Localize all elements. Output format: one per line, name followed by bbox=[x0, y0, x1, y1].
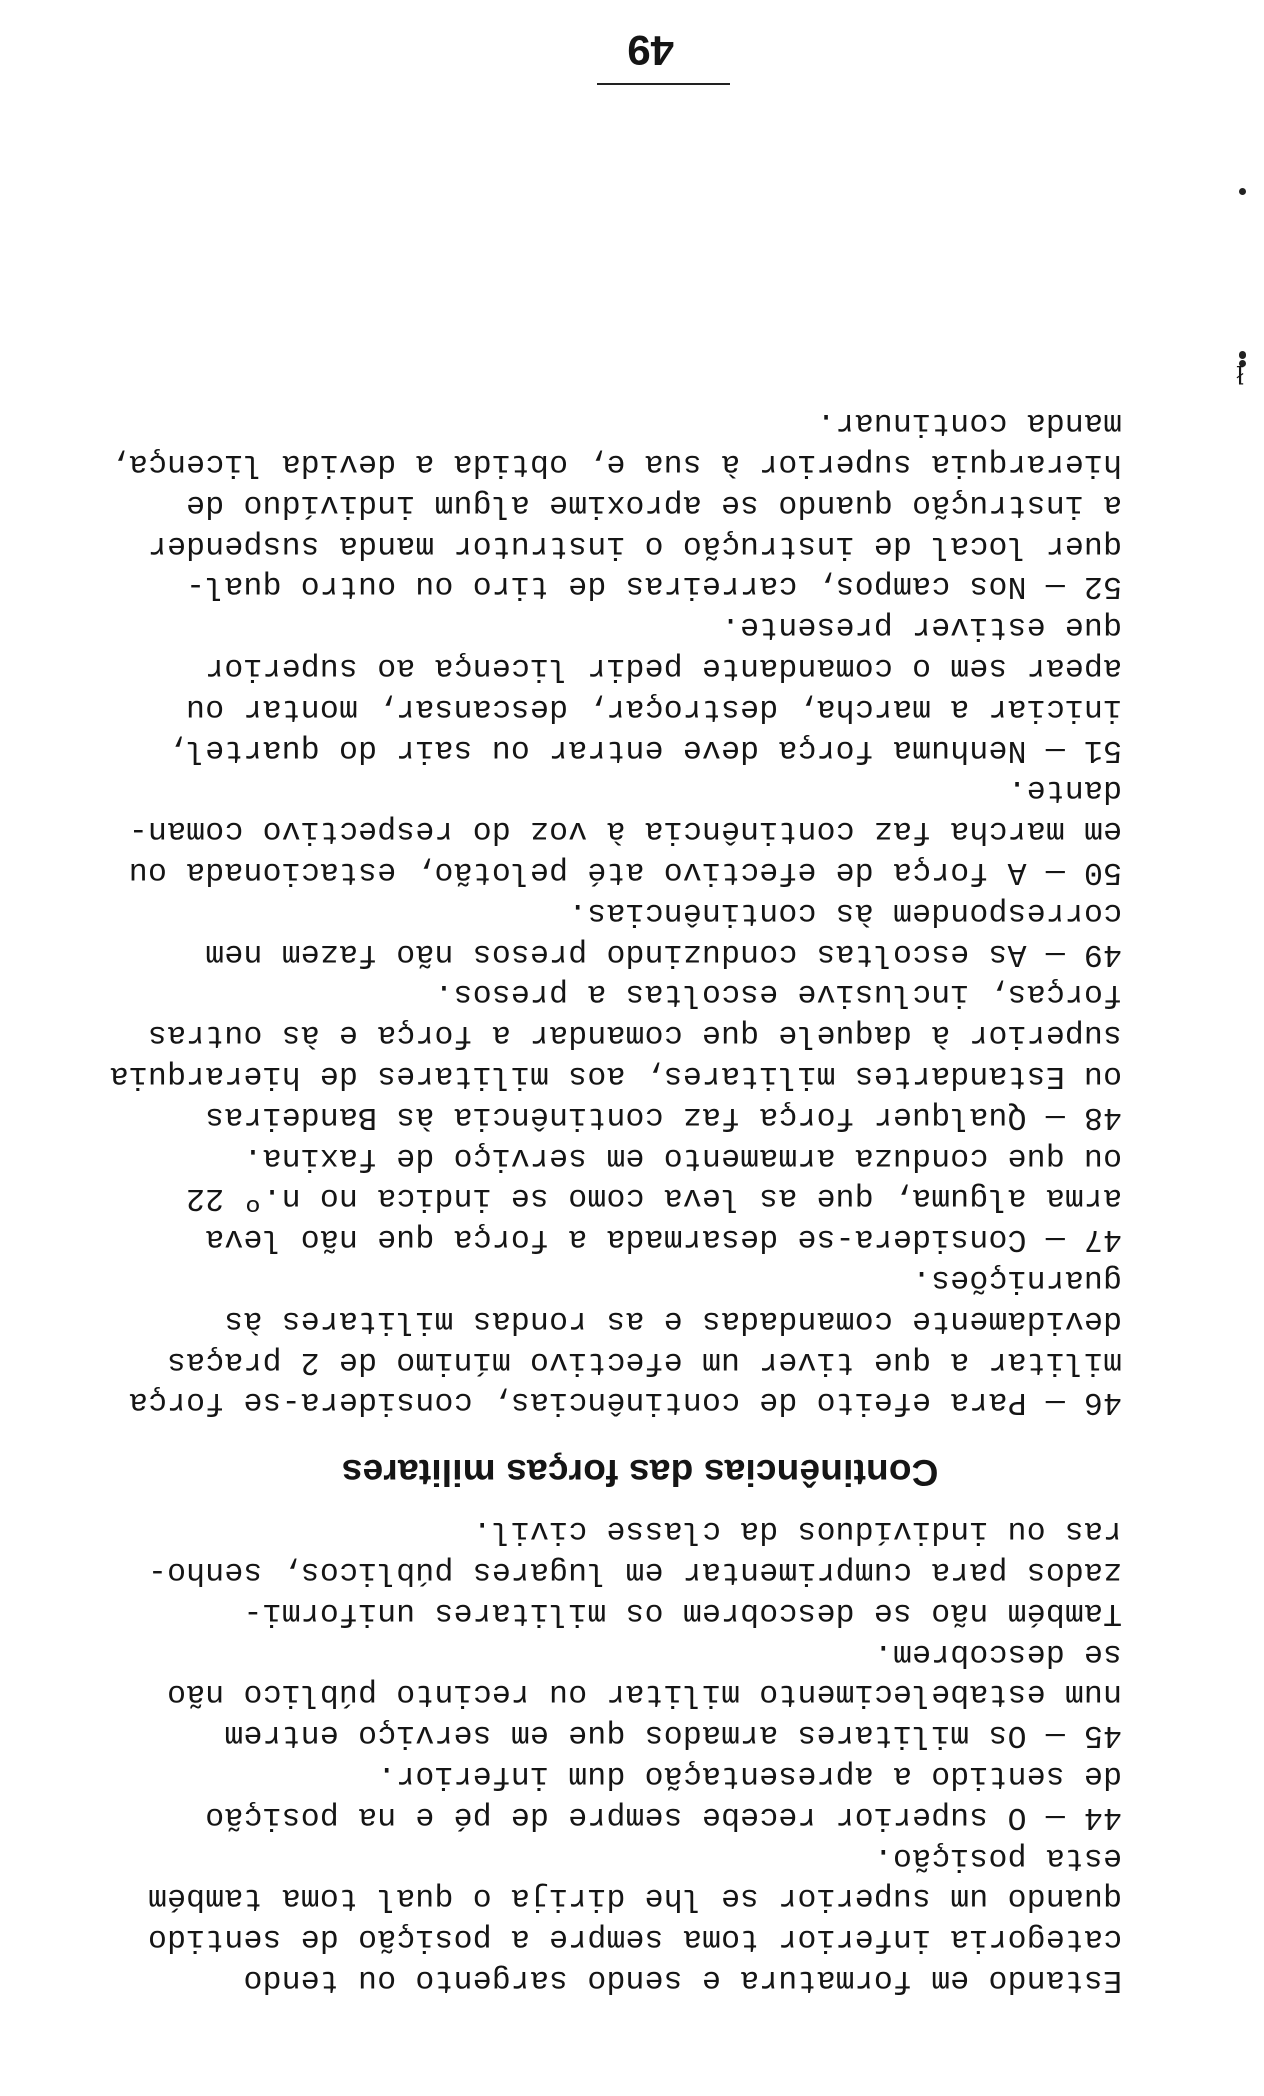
margin-dot-mark bbox=[1239, 352, 1246, 359]
text-line: ras ou indivíduos da classe civil. bbox=[472, 1513, 1122, 1549]
text-line: ou Estandartes militares, aos militares de hierarquia bbox=[109, 1058, 1122, 1094]
margin-dot-mark bbox=[1239, 188, 1246, 195]
text-line: em marcha faz continência à voz do respectivo coman- bbox=[128, 813, 1122, 849]
text-line: dante. bbox=[1007, 772, 1122, 808]
text-line: iniciar a marcha, destroçar, descansar, montar ou bbox=[185, 690, 1122, 726]
text-line: que estiver presente. bbox=[720, 609, 1122, 645]
text-line: ou que conduza armamento em serviço de faxina. bbox=[243, 1139, 1122, 1175]
text-line: 47 — Considera-se desarmada a força que não leva bbox=[205, 1221, 1122, 1257]
text-line: se descobrem. bbox=[873, 1635, 1122, 1671]
text-line: superior à daquele que comandar a força e às outras bbox=[147, 1017, 1122, 1053]
text-line: Estando em formatura e sendo sargento ou tendo bbox=[243, 1962, 1122, 1997]
text-line: hierarquia superior à sua e, obtida a devida licença, bbox=[109, 446, 1122, 482]
text-line: arma alguma, que as leva como se indica no n.º 22 bbox=[185, 1180, 1122, 1216]
text-line: 49 — As escoltas conduzindo presos não fazem nem bbox=[205, 935, 1122, 971]
text-line: guarnições. bbox=[911, 1262, 1122, 1298]
text-line: esta posição. bbox=[873, 1839, 1122, 1875]
text-line: 50 — A força de efectivo até pelotão, estacionada ou bbox=[128, 854, 1122, 890]
text-line: apear sem o comandante pedir licença ao superior bbox=[205, 650, 1122, 686]
text-line: manda continuar. bbox=[816, 405, 1122, 441]
text-line: forças, inclusive escoltas a presos. bbox=[434, 976, 1122, 1012]
text-line: correspondem às continências. bbox=[568, 894, 1122, 930]
text-line: 45 — Os militares armados que em serviço entrem bbox=[224, 1717, 1122, 1753]
text-line: 48 — Qualquer força faz continência às Bandeiras bbox=[205, 1098, 1122, 1134]
text-line: 44 — O superior recebe sempre de pé e na posição bbox=[205, 1798, 1122, 1834]
text-line: a instrução quando se aproxime algum indivíduo de bbox=[185, 486, 1122, 522]
text-line: categoria inferior toma sempre a posição de sentido bbox=[147, 1921, 1122, 1957]
page-number-rule bbox=[597, 83, 730, 85]
page-number: 49 bbox=[627, 27, 674, 74]
text-line: devidamente comandadas e as rondas militares às bbox=[224, 1302, 1122, 1338]
text-line: quando um superior se lhe dirija o qual toma também bbox=[147, 1880, 1122, 1916]
text-line: 52 — Nos campos, carreiras de tiro ou outro qual- bbox=[185, 568, 1122, 604]
text-line: militar a que tiver um efectivo mínimo de 2 praças bbox=[166, 1343, 1122, 1379]
text-line: 46 — Para efeito de continências, considera-se força bbox=[128, 1384, 1122, 1420]
document-text bbox=[109, 402, 1122, 1999]
text-line: zados para cumprimentar em lugares públicos, senho- bbox=[147, 1554, 1122, 1590]
margin-pencil-mark: ł bbox=[1236, 360, 1244, 388]
text-line: Também não se descobrem os militares uniformi- bbox=[243, 1594, 1122, 1630]
section-title: Continências das forças militares bbox=[341, 1452, 939, 1494]
text-line: 51 — Nenhuma força deve entrar ou sair do quartel, bbox=[166, 731, 1122, 767]
text-line: de sentido a apresentação dum inferior. bbox=[376, 1758, 1122, 1794]
text-line: num estabelecimento militar ou recinto público não bbox=[166, 1676, 1122, 1712]
text-line: quer local de instrução o instrutor manda suspender bbox=[147, 527, 1122, 563]
